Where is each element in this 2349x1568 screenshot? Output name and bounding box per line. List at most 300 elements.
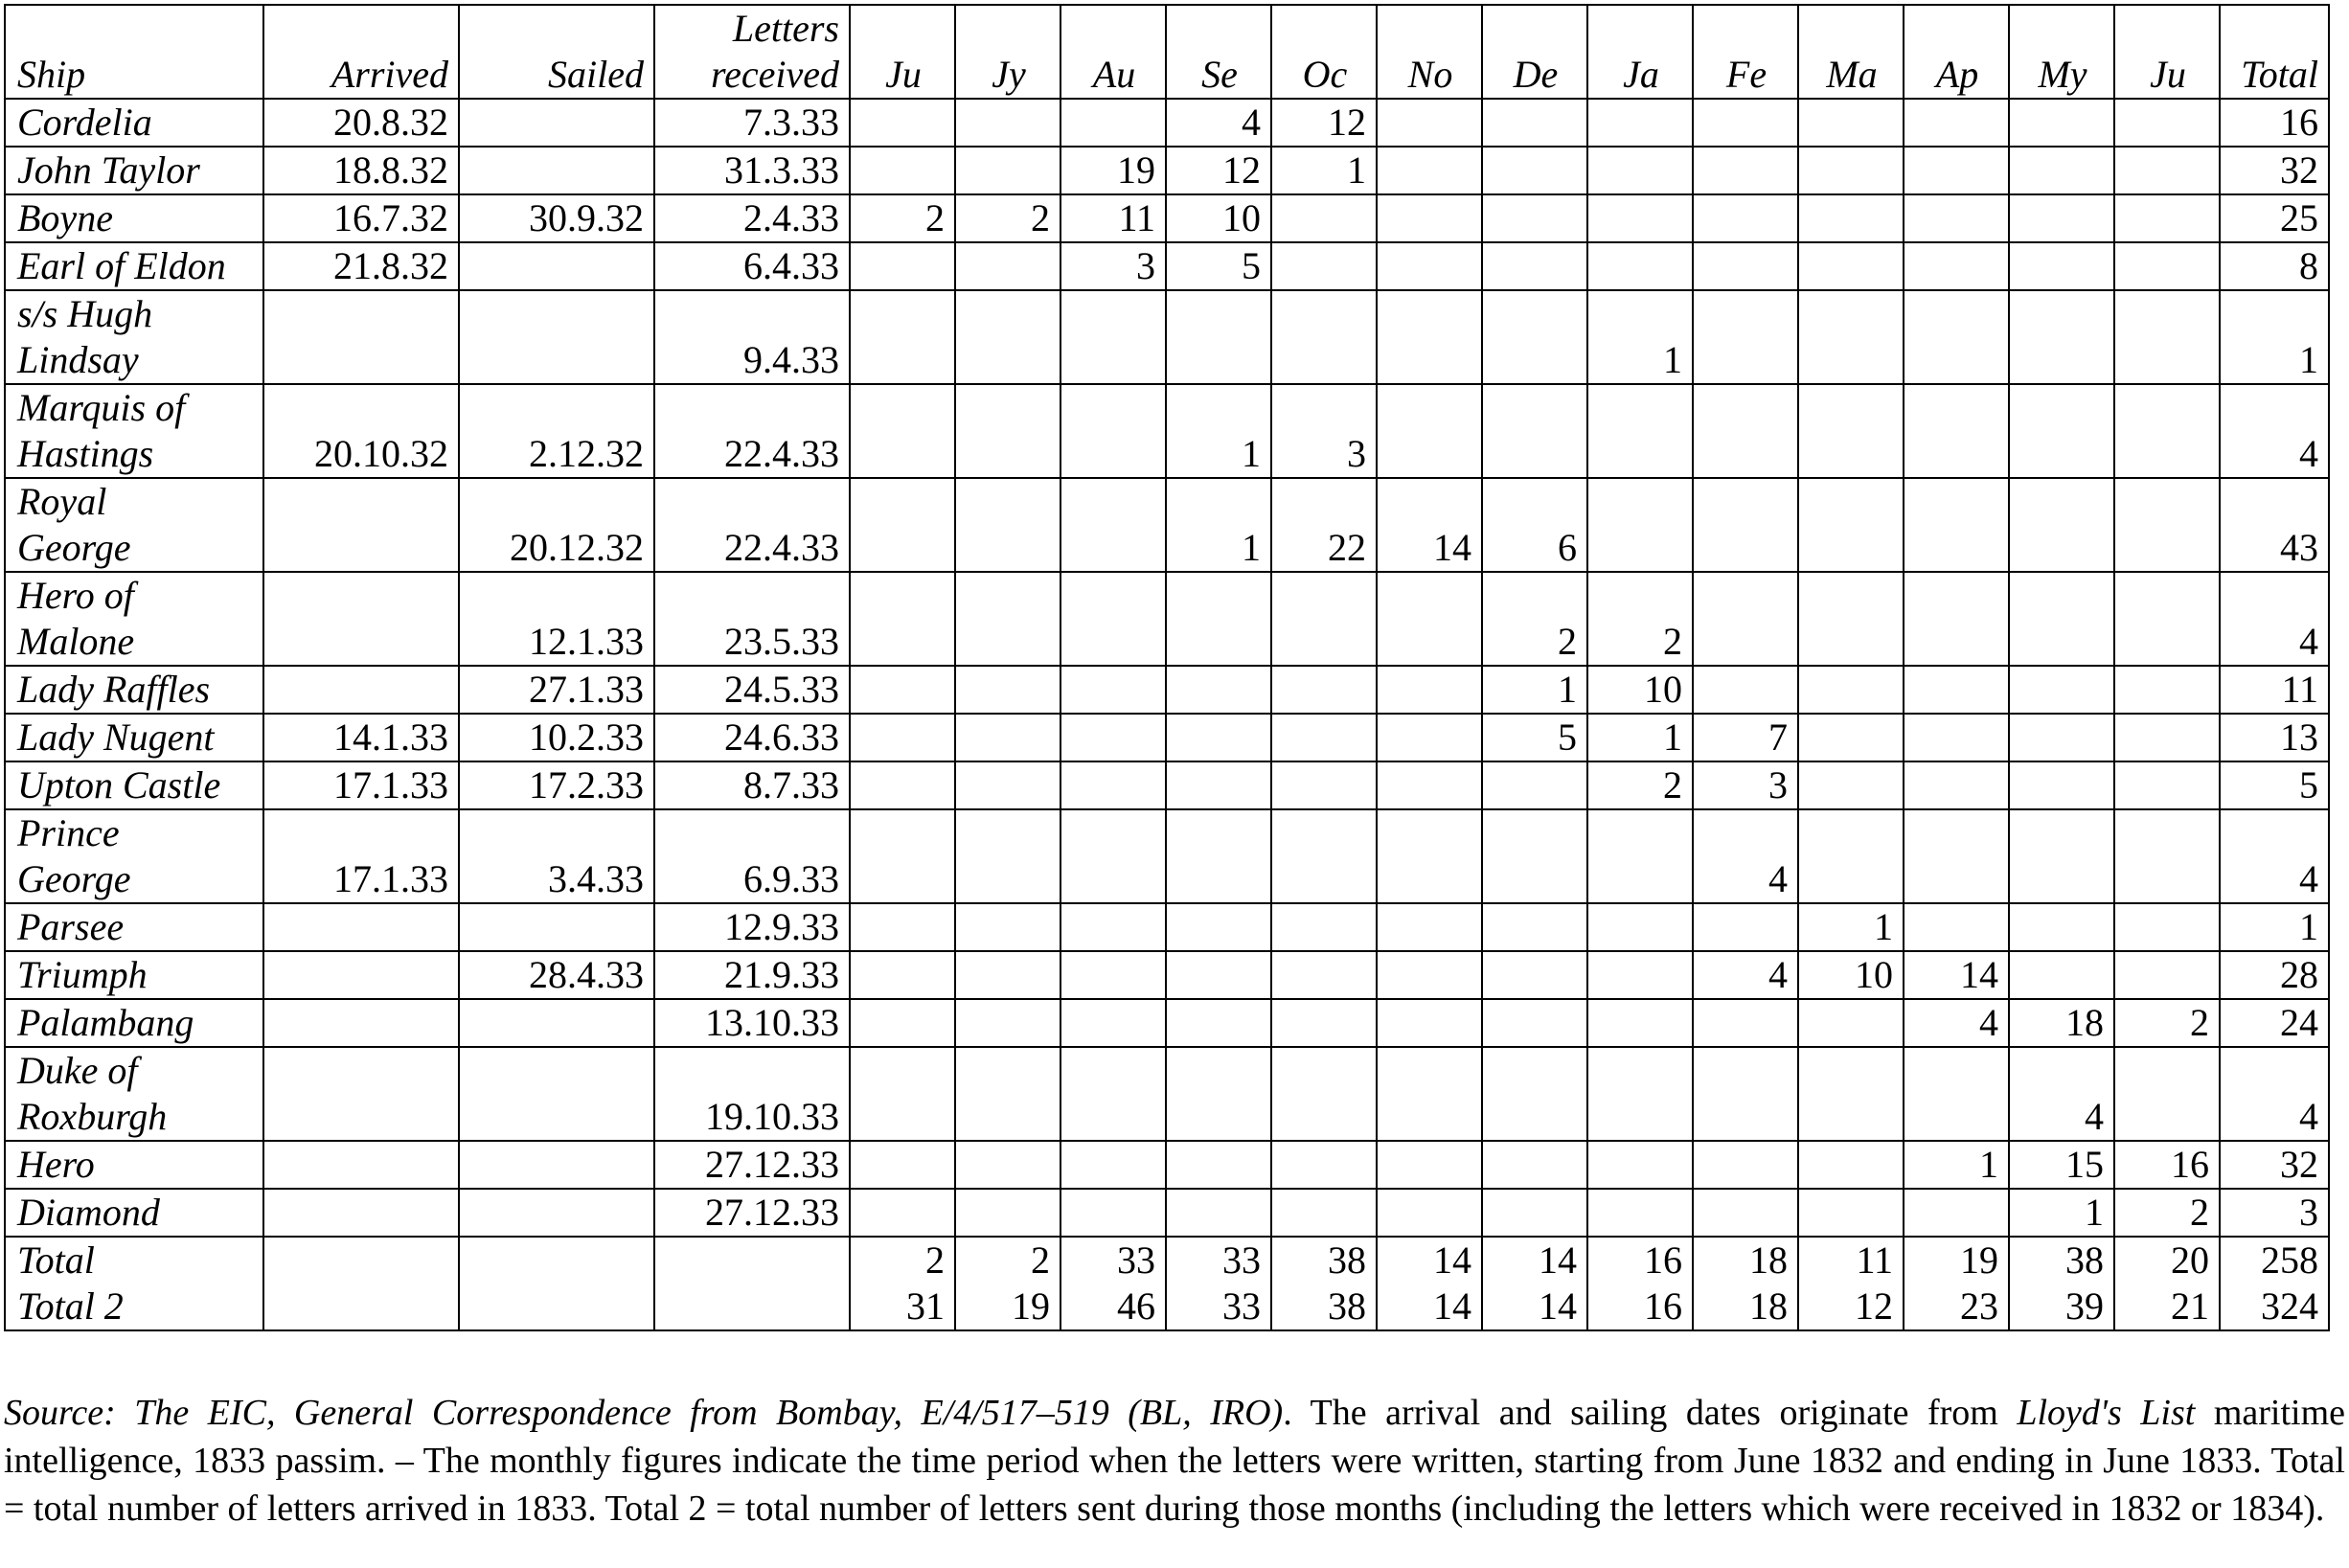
month-total [1904,1237,2009,1330]
arrived-date: 14.1.33 [263,714,459,761]
month-count [2009,572,2114,666]
row-total: 43 [2220,478,2329,572]
received-date: 9.4.33 [654,290,850,384]
month-count [1904,478,2009,572]
month-count [1482,1047,1587,1141]
month-count [1904,903,2009,951]
month-count [1166,666,1271,714]
month-count: 4 [1693,951,1798,999]
row-total: 28 [2220,951,2329,999]
month-count [1798,1189,1904,1237]
totals-blank-sailed [459,1237,654,1330]
month-count [1060,384,1166,478]
month-count [1482,999,1587,1047]
month-count [1693,147,1798,194]
month-count [1482,384,1587,478]
month-count [1271,999,1377,1047]
month-count: 1 [1271,147,1377,194]
table-row [5,809,2329,903]
totals-row [5,1237,2329,1330]
received-date: 6.4.33 [654,242,850,290]
month-count [1482,99,1587,147]
month-count: 4 [1904,999,2009,1047]
month-count [1166,761,1271,809]
month-count [1060,478,1166,572]
row-total: 32 [2220,147,2329,194]
row-total: 24 [2220,999,2329,1047]
row-total: 4 [2220,1047,2329,1141]
table-row [5,1047,2329,1141]
cell-line: Lady Raffles [17,668,211,711]
month-count [1693,1141,1798,1189]
month-count [1377,1141,1482,1189]
cell-line: Triumph [17,953,148,996]
month-count [1482,242,1587,290]
month-count: 1 [1904,1141,2009,1189]
month-count [1587,1141,1693,1189]
month-count [2009,666,2114,714]
month-count [2114,147,2220,194]
cell-line: Malone [17,620,135,663]
month-count [1166,903,1271,951]
arrived-date [263,1189,459,1237]
row-total: 11 [2220,666,2329,714]
month-count [1166,1141,1271,1189]
month-count [2009,290,2114,384]
month-count [955,1141,1060,1189]
table-row [5,572,2329,666]
cell-line: 23 [1960,1284,1998,1328]
month-count [1904,194,2009,242]
month-count [1798,999,1904,1047]
month-count [2009,809,2114,903]
cell-line: Lindsay [17,338,139,381]
month-count [1482,147,1587,194]
received-date: 22.4.33 [654,478,850,572]
month-count: 19 [1060,147,1166,194]
month-count [2114,714,2220,761]
month-count: 16 [2114,1141,2220,1189]
table-row [5,1141,2329,1189]
month-count [2114,572,2220,666]
header-month: De [1482,5,1587,99]
sailed-date: 2.12.32 [459,384,654,478]
month-count [1798,809,1904,903]
month-count: 22 [1271,478,1377,572]
month-count [955,951,1060,999]
month-count [1798,478,1904,572]
month-count [850,147,955,194]
month-total [1377,1237,1482,1330]
received-date: 19.10.33 [654,1047,850,1141]
lloyds-list-title: Lloyd's List [2017,1393,2196,1433]
month-count [2114,99,2220,147]
totals-label [5,1237,263,1330]
month-count [955,384,1060,478]
month-count: 2 [1587,761,1693,809]
cell-line: s/s Hugh [17,292,153,335]
sailed-date: 20.12.32 [459,478,654,572]
month-count [1166,1189,1271,1237]
month-count: 1 [1587,290,1693,384]
month-count [2009,951,2114,999]
month-count [1377,99,1482,147]
cell-line: 38 [1328,1284,1366,1328]
header-month: Se [1166,5,1271,99]
month-count [1904,147,2009,194]
month-count [1271,242,1377,290]
cell-line: 258 [2261,1238,2318,1282]
header-month: My [2009,5,2114,99]
cell-line: Boyne [17,196,113,239]
month-count [955,147,1060,194]
cell-line: 14 [1433,1238,1471,1282]
month-count [2009,147,2114,194]
month-count [1798,572,1904,666]
cell-line: Earl of Eldon [17,244,226,287]
month-count [1377,714,1482,761]
table-row [5,147,2329,194]
month-count [2114,761,2220,809]
arrived-date: 20.8.32 [263,99,459,147]
month-count [850,999,955,1047]
month-count [955,666,1060,714]
month-count [850,903,955,951]
cell-line: 38 [1328,1238,1366,1282]
month-count: 4 [1693,809,1798,903]
header-month: No [1377,5,1482,99]
month-count [2114,1047,2220,1141]
month-count: 18 [2009,999,2114,1047]
month-count [1377,951,1482,999]
month-total [2114,1237,2220,1330]
arrived-date: 18.8.32 [263,147,459,194]
month-total [955,1237,1060,1330]
received-date: 27.12.33 [654,1141,850,1189]
table-row [5,242,2329,290]
month-count [1271,1047,1377,1141]
cell-line: 39 [2065,1284,2104,1328]
ship-name [5,194,263,242]
month-count [1271,903,1377,951]
header-sailed: Sailed [459,5,654,99]
month-count [1693,1189,1798,1237]
month-count [1377,147,1482,194]
arrived-date [263,1047,459,1141]
month-count: 14 [1904,951,2009,999]
month-count: 3 [1060,242,1166,290]
month-count [1060,903,1166,951]
header-month: Fe [1693,5,1798,99]
cell-line: received [711,53,839,96]
cell-line: Hero [17,1143,95,1186]
month-count [1904,290,2009,384]
month-count [1798,194,1904,242]
cell-line: 33 [1222,1238,1261,1282]
month-count [1060,714,1166,761]
cell-line: George [17,857,131,900]
received-date: 24.5.33 [654,666,850,714]
cell-line: Prince [17,811,120,854]
cell-line: John Taylor [17,148,200,192]
month-count [1798,290,1904,384]
month-count [1904,99,2009,147]
ship-name [5,761,263,809]
row-total: 32 [2220,1141,2329,1189]
ship-name [5,572,263,666]
month-count [1693,99,1798,147]
month-count: 4 [1166,99,1271,147]
month-count [1377,1189,1482,1237]
month-count [955,999,1060,1047]
ship-name [5,478,263,572]
month-count [1693,242,1798,290]
month-count [2114,478,2220,572]
ship-name [5,951,263,999]
month-count [1060,290,1166,384]
notes-text-1: . The arrival and sailing dates originate from [1283,1393,2018,1433]
month-count [2114,290,2220,384]
month-count [2114,194,2220,242]
month-count [1377,290,1482,384]
month-count [1693,572,1798,666]
month-count [2009,384,2114,478]
header-total: Total [2220,5,2329,99]
month-total [2009,1237,2114,1330]
month-count: 2 [1587,572,1693,666]
month-count [1271,951,1377,999]
month-count [1060,999,1166,1047]
month-count [1798,147,1904,194]
month-count [1798,99,1904,147]
cell-line: 12 [1855,1284,1893,1328]
month-count: 10 [1166,194,1271,242]
month-total [1482,1237,1587,1330]
month-count: 2 [955,194,1060,242]
month-total [1060,1237,1166,1330]
month-count [955,99,1060,147]
month-count [1377,809,1482,903]
cell-line: Parsee [17,905,125,948]
month-count [850,1141,955,1189]
month-count [1587,242,1693,290]
header-row [5,5,2329,99]
month-count: 2 [1482,572,1587,666]
table-row [5,384,2329,478]
cell-line: Hero of [17,574,134,617]
cell-line: 38 [2065,1238,2104,1282]
month-count [850,99,955,147]
received-date: 6.9.33 [654,809,850,903]
sailed-date: 3.4.33 [459,809,654,903]
month-count [955,1189,1060,1237]
row-total: 4 [2220,384,2329,478]
month-count [2114,903,2220,951]
sailed-date [459,99,654,147]
month-count [1482,194,1587,242]
month-count [1060,666,1166,714]
month-count [1271,1141,1377,1189]
sailed-date: 30.9.32 [459,194,654,242]
cell-line: 18 [1749,1284,1788,1328]
month-count [1271,809,1377,903]
cell-line: 11 [1856,1238,1893,1282]
month-count: 3 [1271,384,1377,478]
received-date: 27.12.33 [654,1189,850,1237]
header-month: Oc [1271,5,1377,99]
cell-line: Cordelia [17,101,152,144]
month-total [1693,1237,1798,1330]
sailed-date [459,1141,654,1189]
month-count: 3 [1693,761,1798,809]
month-count [1587,903,1693,951]
arrived-date [263,903,459,951]
month-count: 14 [1377,478,1482,572]
table-row [5,903,2329,951]
month-count [1482,1189,1587,1237]
received-date: 21.9.33 [654,951,850,999]
month-count [850,1047,955,1141]
cell-line: 324 [2261,1284,2318,1328]
month-count [1271,194,1377,242]
month-count [1482,290,1587,384]
month-count: 1 [1166,384,1271,478]
month-count [955,290,1060,384]
month-count [2114,384,2220,478]
sailed-date: 10.2.33 [459,714,654,761]
month-count [2009,242,2114,290]
month-count [1377,761,1482,809]
month-count [1798,666,1904,714]
month-total [1271,1237,1377,1330]
sailed-date: 27.1.33 [459,666,654,714]
month-count [1060,1047,1166,1141]
month-count [1166,809,1271,903]
month-count [1377,242,1482,290]
month-count [1904,809,2009,903]
month-count [1271,666,1377,714]
month-count [1798,1141,1904,1189]
month-count [1482,809,1587,903]
month-count [1482,761,1587,809]
table-row [5,194,2329,242]
header-ship: Ship [5,5,263,99]
month-count [1060,572,1166,666]
month-count [955,714,1060,761]
month-count [1798,242,1904,290]
month-count: 2 [850,194,955,242]
ship-name [5,999,263,1047]
month-count [850,572,955,666]
arrived-date: 21.8.32 [263,242,459,290]
month-count [1060,1189,1166,1237]
cell-line: Duke of [17,1049,138,1092]
month-count [1904,572,2009,666]
sailed-date: 12.1.33 [459,572,654,666]
cell-line: 33 [1222,1284,1261,1328]
cell-line: 20 [2171,1238,2209,1282]
cell-line: 2 [925,1238,945,1282]
cell-line: Roxburgh [17,1095,168,1138]
table-row [5,714,2329,761]
month-count [850,242,955,290]
sailed-date: 28.4.33 [459,951,654,999]
month-count: 2 [2114,999,2220,1047]
month-count [850,1189,955,1237]
month-count [1904,1047,2009,1141]
month-count [1693,384,1798,478]
header-month: Ma [1798,5,1904,99]
month-count [1587,99,1693,147]
cell-line: Total 2 [17,1284,124,1328]
cell-line: 31 [906,1284,945,1328]
month-total [1166,1237,1271,1330]
ship-name [5,242,263,290]
month-count [1377,666,1482,714]
ship-name [5,1141,263,1189]
header-month: Ja [1587,5,1693,99]
month-count: 11 [1060,194,1166,242]
month-count [1377,572,1482,666]
sailed-date [459,999,654,1047]
month-count: 1 [1587,714,1693,761]
received-date: 23.5.33 [654,572,850,666]
month-count [1587,999,1693,1047]
received-date: 7.3.33 [654,99,850,147]
cell-line: Upton Castle [17,763,221,807]
month-count: 12 [1271,99,1377,147]
month-count [1904,666,2009,714]
month-count [850,290,955,384]
month-count [1904,242,2009,290]
month-count: 10 [1798,951,1904,999]
month-count [1587,147,1693,194]
month-count: 2 [2114,1189,2220,1237]
month-count [1271,761,1377,809]
month-count [1166,1047,1271,1141]
table-row [5,999,2329,1047]
month-count [2009,194,2114,242]
month-count: 6 [1482,478,1587,572]
table-row [5,99,2329,147]
received-date: 24.6.33 [654,714,850,761]
arrived-date [263,666,459,714]
month-count [1166,290,1271,384]
month-total [1798,1237,1904,1330]
month-count: 10 [1587,666,1693,714]
month-count [1693,666,1798,714]
ship-name [5,1047,263,1141]
arrived-date [263,999,459,1047]
month-count: 12 [1166,147,1271,194]
month-count [1693,478,1798,572]
month-count [2114,666,2220,714]
month-count [850,478,955,572]
table-row [5,478,2329,572]
month-count [1798,384,1904,478]
received-date: 13.10.33 [654,999,850,1047]
month-count [850,714,955,761]
month-count [1482,1141,1587,1189]
month-count [1587,384,1693,478]
sailed-date [459,1189,654,1237]
received-date: 22.4.33 [654,384,850,478]
ship-name [5,99,263,147]
header-letters-received [654,5,850,99]
row-total: 1 [2220,290,2329,384]
received-date: 2.4.33 [654,194,850,242]
ship-name [5,384,263,478]
